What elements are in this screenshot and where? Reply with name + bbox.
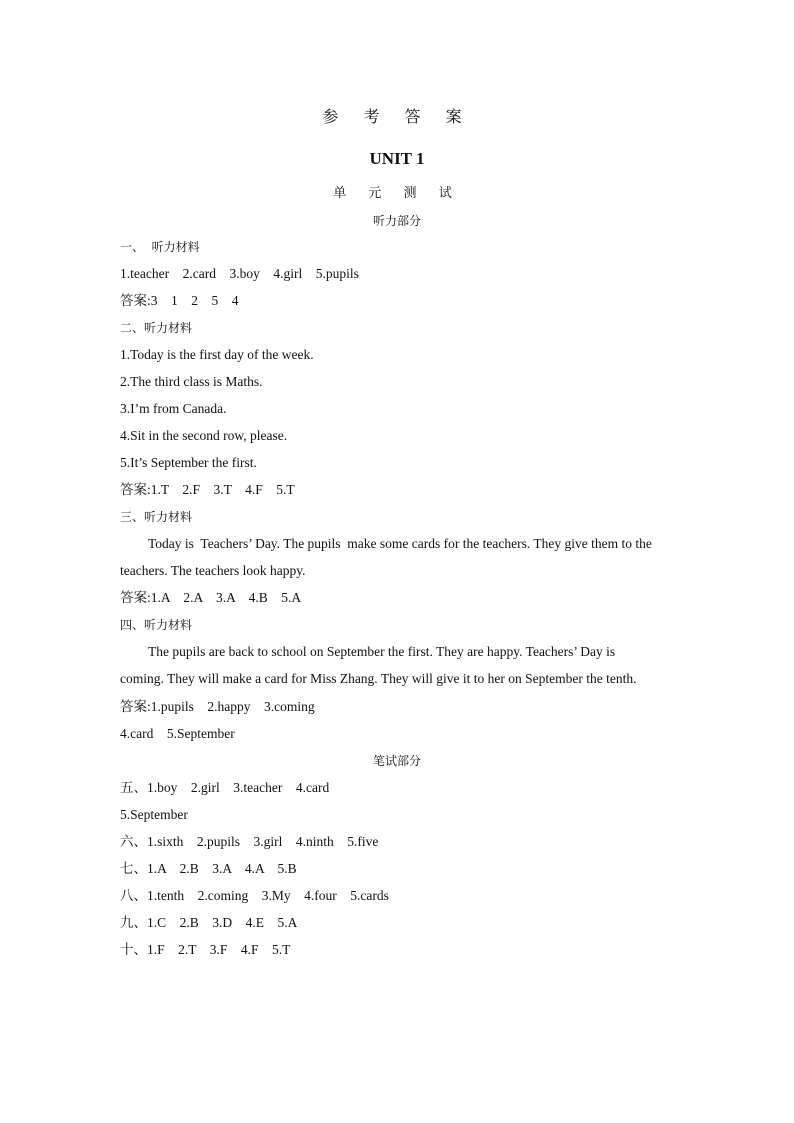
section-8-answers: 八、1.tenth 2.coming 3.My 4.four 5.cards xyxy=(120,888,389,903)
section-2-answer: 答案:1.T 2.F 3.T 4.F 5.T xyxy=(120,482,295,497)
section-1-items: 1.teacher 2.card 3.boy 4.girl 5.pupils xyxy=(120,266,359,281)
section-3-heading: 三、听力材料 xyxy=(120,510,193,524)
section-5-line-1: 五、1.boy 2.girl 3.teacher 4.card xyxy=(120,780,330,795)
section-3-answer: 答案:1.A 2.A 3.A 4.B 5.A xyxy=(120,590,302,605)
section-3-paragraph-line-2: teachers. The teachers look happy. xyxy=(120,563,306,578)
section-2-line-4: 4.Sit in the second row, please. xyxy=(120,428,288,443)
section-4-heading: 四、听力材料 xyxy=(120,618,193,632)
section-4-paragraph-line-2: coming. They will make a card for Miss Zhang. They will give it to her on September the tenth. xyxy=(120,671,637,686)
section-9-answers: 九、1.C 2.B 3.D 4.E 5.A xyxy=(120,915,298,930)
section-2-line-3: 3.I’m from Canada. xyxy=(120,401,227,416)
section-6-answers: 六、1.sixth 2.pupils 3.girl 4.ninth 5.five xyxy=(120,834,379,849)
section-2-heading: 二、听力材料 xyxy=(120,321,193,335)
unit-test-subtitle: 单 元 测 试 xyxy=(333,186,461,201)
page-title: 参 考 答 案 xyxy=(322,107,472,126)
section-1-answer: 答案:3 1 2 5 4 xyxy=(120,293,239,308)
section-7-answers: 七、1.A 2.B 3.A 4.A 5.B xyxy=(120,861,297,876)
section-4-answer-line-2: 4.card 5.September xyxy=(120,726,235,741)
section-2-line-1: 1.Today is the first day of the week. xyxy=(120,347,314,362)
section-4-paragraph-line-1: The pupils are back to school on September the first. They are happy. Teachers’ Day is xyxy=(148,644,616,659)
section-5-line-2: 5.September xyxy=(120,807,188,822)
section-4-answer-line-1: 答案:1.pupils 2.happy 3.coming xyxy=(120,699,315,714)
section-1-heading: 一、 听力材料 xyxy=(120,240,200,254)
listening-part-title: 听力部分 xyxy=(372,214,421,228)
written-part-title: 笔试部分 xyxy=(372,754,421,768)
section-3-paragraph-line-1: Today is Teachers’ Day. The pupils make some cards for the teachers. They give them to the xyxy=(148,536,652,551)
section-2-line-5: 5.It’s September the first. xyxy=(120,455,257,470)
section-10-answers: 十、1.F 2.T 3.F 4.F 5.T xyxy=(120,942,291,957)
section-2-line-2: 2.The third class is Maths. xyxy=(120,374,263,389)
unit-title: UNIT 1 xyxy=(369,149,425,168)
